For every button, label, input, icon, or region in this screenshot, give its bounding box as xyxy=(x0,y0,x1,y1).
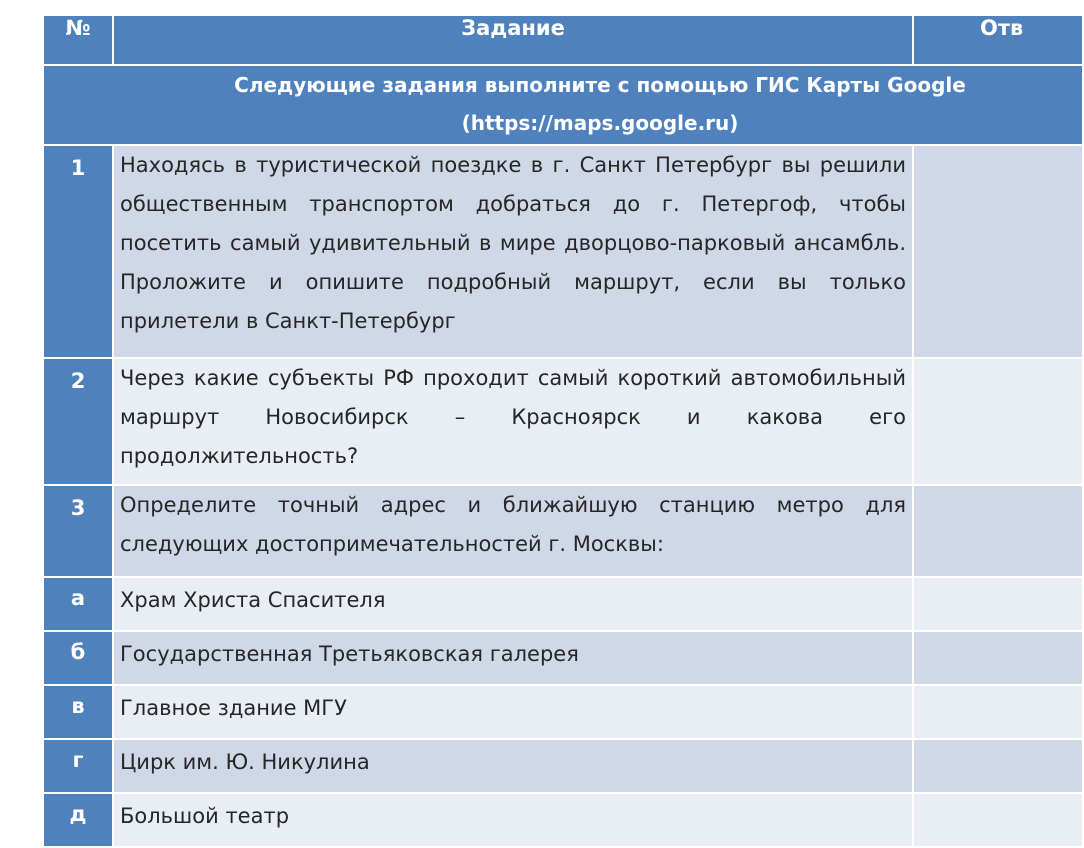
task-text: Храм Христа Спасителя xyxy=(113,577,913,631)
row-number: 1 xyxy=(43,145,113,358)
instruction-line-1: Следующие задания выполните с помощью ГИС Карты Google xyxy=(234,73,966,97)
task-text: Определите точный адрес и ближайшую станцию метро для следующих достопримечательностей г. Москвы: xyxy=(113,485,913,577)
instruction-row xyxy=(43,65,1083,145)
task-text: Большой театр xyxy=(113,793,913,847)
task-text: Государственная Третьяковская галерея xyxy=(113,631,913,685)
answer-cell[interactable] xyxy=(913,793,1083,847)
row-number: г xyxy=(43,739,113,793)
table-row xyxy=(43,577,1083,631)
table-row xyxy=(43,793,1083,847)
tasks-table xyxy=(42,14,1084,848)
row-number: в xyxy=(43,685,113,739)
answer-cell[interactable] xyxy=(913,577,1083,631)
table-header-row xyxy=(43,15,1083,65)
table-row xyxy=(43,739,1083,793)
instruction-line-2: (https://maps.google.ru) xyxy=(461,111,739,135)
answer-cell[interactable] xyxy=(913,631,1083,685)
answer-cell[interactable] xyxy=(913,485,1083,577)
answer-cell[interactable] xyxy=(913,685,1083,739)
answer-cell[interactable] xyxy=(913,145,1083,358)
table-row xyxy=(43,685,1083,739)
task-text: Через какие субъекты РФ проходит самый короткий автомобильный маршрут Новосибирск – Красноярск и какова его продолжительность? xyxy=(113,358,913,485)
table-row xyxy=(43,631,1083,685)
row-number: 2 xyxy=(43,358,113,485)
task-text: Главное здание МГУ xyxy=(113,685,913,739)
task-text: Цирк им. Ю. Никулина xyxy=(113,739,913,793)
table-row xyxy=(43,358,1083,485)
header-number: № xyxy=(43,15,113,65)
row-number: д xyxy=(43,793,113,847)
answer-cell[interactable] xyxy=(913,358,1083,485)
row-number: б xyxy=(43,631,113,685)
row-number: а xyxy=(43,577,113,631)
task-text: Находясь в туристической поездке в г. Санкт Петербург вы решили общественным транспортом добраться до г. Петергоф, чтобы посетить самый удивительный в мире дворцово-парковый ансамбль. Проложите и опишите подробный маршрут, если вы только прилетели в Санкт-Петербург xyxy=(113,145,913,358)
header-task: Задание xyxy=(113,15,913,65)
instruction-cell xyxy=(43,65,1083,145)
table-row xyxy=(43,485,1083,577)
answer-cell[interactable] xyxy=(913,739,1083,793)
table-row xyxy=(43,145,1083,358)
row-number: 3 xyxy=(43,485,113,577)
header-answer: Отв xyxy=(913,15,1083,65)
